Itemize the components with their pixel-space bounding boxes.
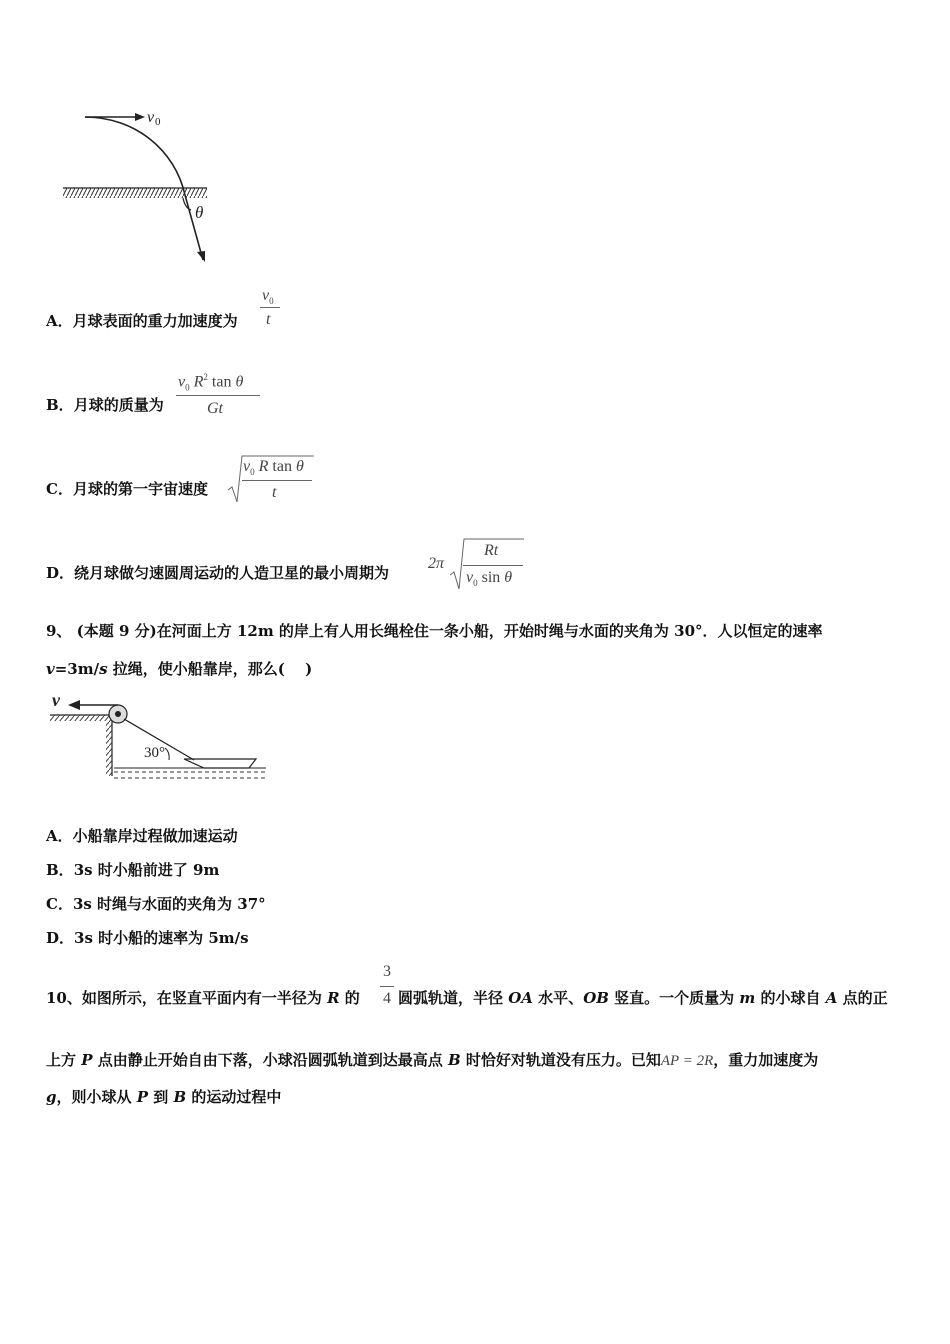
q10-line1-right: 圆弧轨道，半径 OA 水平、OB 竖直。一个质量为 m 的小球自 A 点的正 [398, 989, 888, 1007]
fraction-b-num: $v_0$ $R^2$ tan θ [178, 372, 244, 393]
fraction-c-den: t [272, 484, 277, 501]
q10-frac-num: 3 [383, 963, 391, 980]
fraction-c-num: $v_0$ R tan θ [243, 458, 304, 478]
q10-frac-den: 4 [383, 990, 391, 1007]
fraction-d-den: $v_0$ sin θ [466, 569, 513, 589]
option-b: B．月球的质量为 [46, 396, 164, 414]
q10-line2: 上方 P 点由静止开始自由下落，小球沿圆弧轨道到达最高点 B 时恰好对轨道没有压力。已知AP = 2R，重力加速度为 [46, 1051, 819, 1069]
projectile-figure [55, 100, 235, 270]
coef-d: 2π [428, 555, 445, 572]
option-d: D．绕月球做匀速圆周运动的人造卫星的最小周期为 [46, 564, 390, 582]
q9-option-a: A．小船靠岸过程做加速运动 [46, 827, 238, 845]
angle-label: 30° [144, 745, 165, 761]
fraction-a: $v_0$ [262, 287, 274, 307]
q9-option-b: B．3s 时小船前进了 9m [46, 861, 220, 879]
q10-line1-left: 10、如图所示，在竖直平面内有一半径为 R 的 [46, 989, 360, 1007]
fraction-b-den: Gt [207, 400, 223, 417]
svg-text:0: 0 [155, 116, 161, 128]
theta-label: θ [195, 203, 204, 222]
boat-figure [44, 686, 274, 786]
q9-option-d: D．3s 时小船的速率为 5m/s [46, 929, 249, 947]
q9-stem-line1: 9、 (本题 9 分)在河面上方 12m 的岸上有人用长绳栓住一条小船，开始时绳与水面的夹角为 30°．人以恒定的速率 [46, 622, 823, 640]
q9-option-c: C．3s 时绳与水面的夹角为 37° [46, 895, 266, 913]
q10-line3: g，则小球从 P 到 B 的运动过程中 [46, 1088, 282, 1106]
fraction-a-den: t [266, 311, 271, 328]
v0-label: v [147, 109, 155, 126]
option-c: C．月球的第一宇宙速度 [46, 480, 208, 498]
option-a: A．月球表面的重力加速度为 [46, 312, 238, 330]
fraction-d-num: Rt [484, 542, 499, 559]
q9-stem-line2: v=3m/s 拉绳，使小船靠岸，那么( ) [46, 660, 313, 678]
velocity-label: v [52, 690, 60, 710]
